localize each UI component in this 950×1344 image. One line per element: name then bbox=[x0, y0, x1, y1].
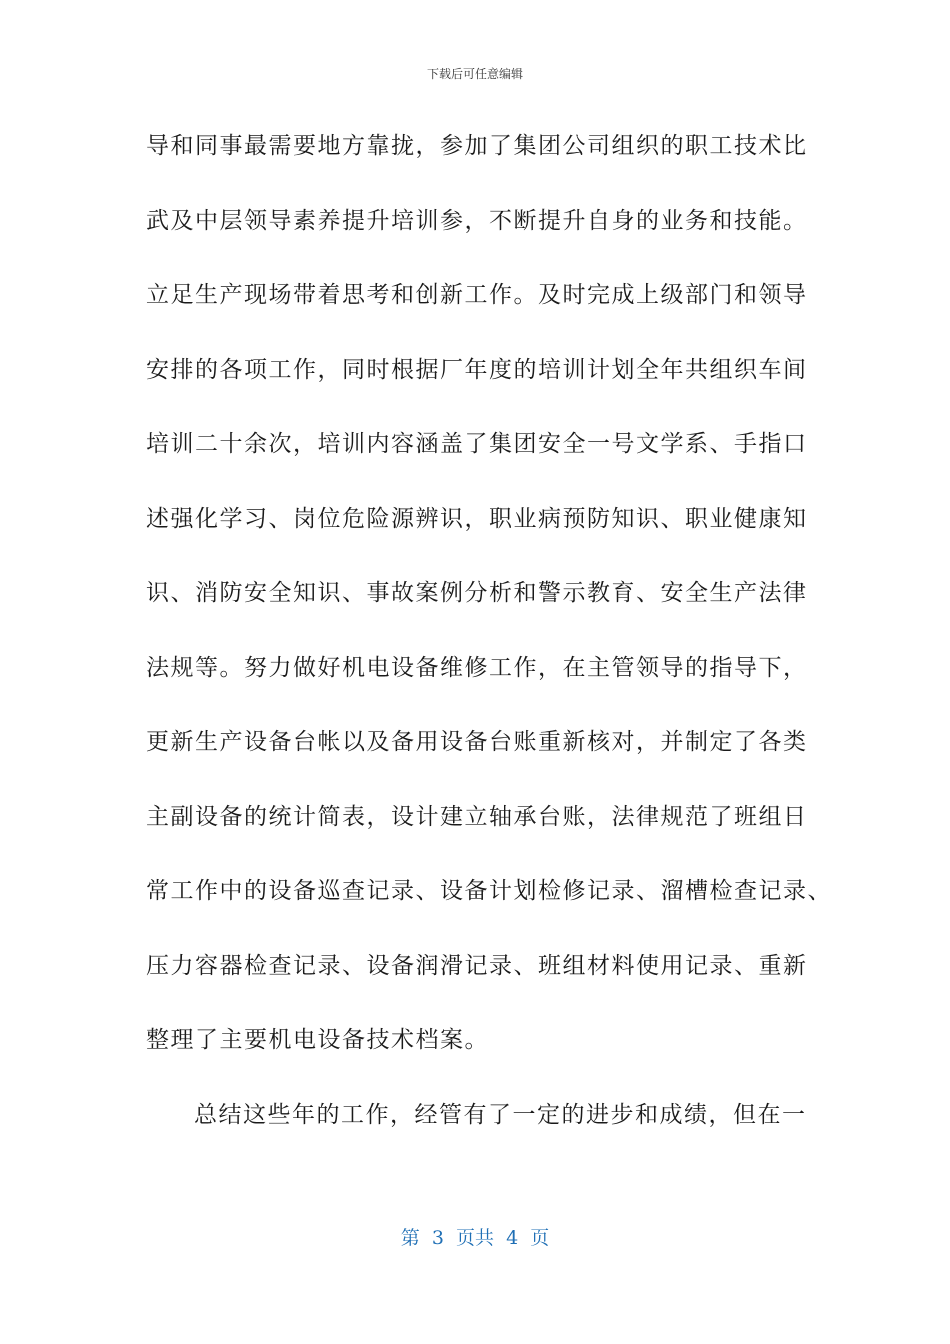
text-line: 法规等。努力做好机电设备维修工作，在主管领导的指导下， bbox=[146, 654, 808, 681]
text-line: 述强化学习、岗位危险源辨识，职业病预防知识、职业健康知 bbox=[146, 505, 808, 532]
text-line: 整理了主要机电设备技术档案。 bbox=[146, 1027, 489, 1053]
text-line: 立足生产现场带着思考和创新工作。及时完成上级部门和领导 bbox=[146, 282, 808, 308]
text-line: 识、消防安全知识、事故案例分析和警示教育、安全生产法律 bbox=[146, 580, 808, 606]
text-line: 安排的各项工作，同时根据厂年度的培训计划全年共组织车间 bbox=[146, 356, 808, 383]
body-text bbox=[146, 122, 832, 1165]
text-line: 主副设备的统计简表，设计建立轴承台账，法律规范了班组日 bbox=[146, 803, 808, 830]
text-line: 培训二十余次，培训内容涵盖了集团安全一号文学系、手指口 bbox=[146, 431, 808, 457]
paragraph-start-line: 总结这些年的工作，经管有了一定的进步和成绩，但在一 bbox=[194, 1101, 807, 1128]
page-number: 第 3 页共 4 页 bbox=[400, 1227, 550, 1249]
text-line: 压力容器检查记录、设备润滑记录、班组材料使用记录、重新 bbox=[146, 952, 808, 979]
text-line: 武及中层领导素养提升培训参，不断提升自身的业务和技能。 bbox=[146, 207, 808, 234]
text-line: 更新生产设备台帐以及备用设备台账重新核对，并制定了各类 bbox=[146, 729, 808, 755]
text-line: 常工作中的设备巡查记录、设备计划检修记录、溜槽检查记录、 bbox=[146, 878, 832, 904]
page-header: 下载后可任意编辑 bbox=[426, 67, 523, 81]
text-line: 导和同事最需要地方靠拢，参加了集团公司组织的职工技术比 bbox=[146, 133, 808, 159]
